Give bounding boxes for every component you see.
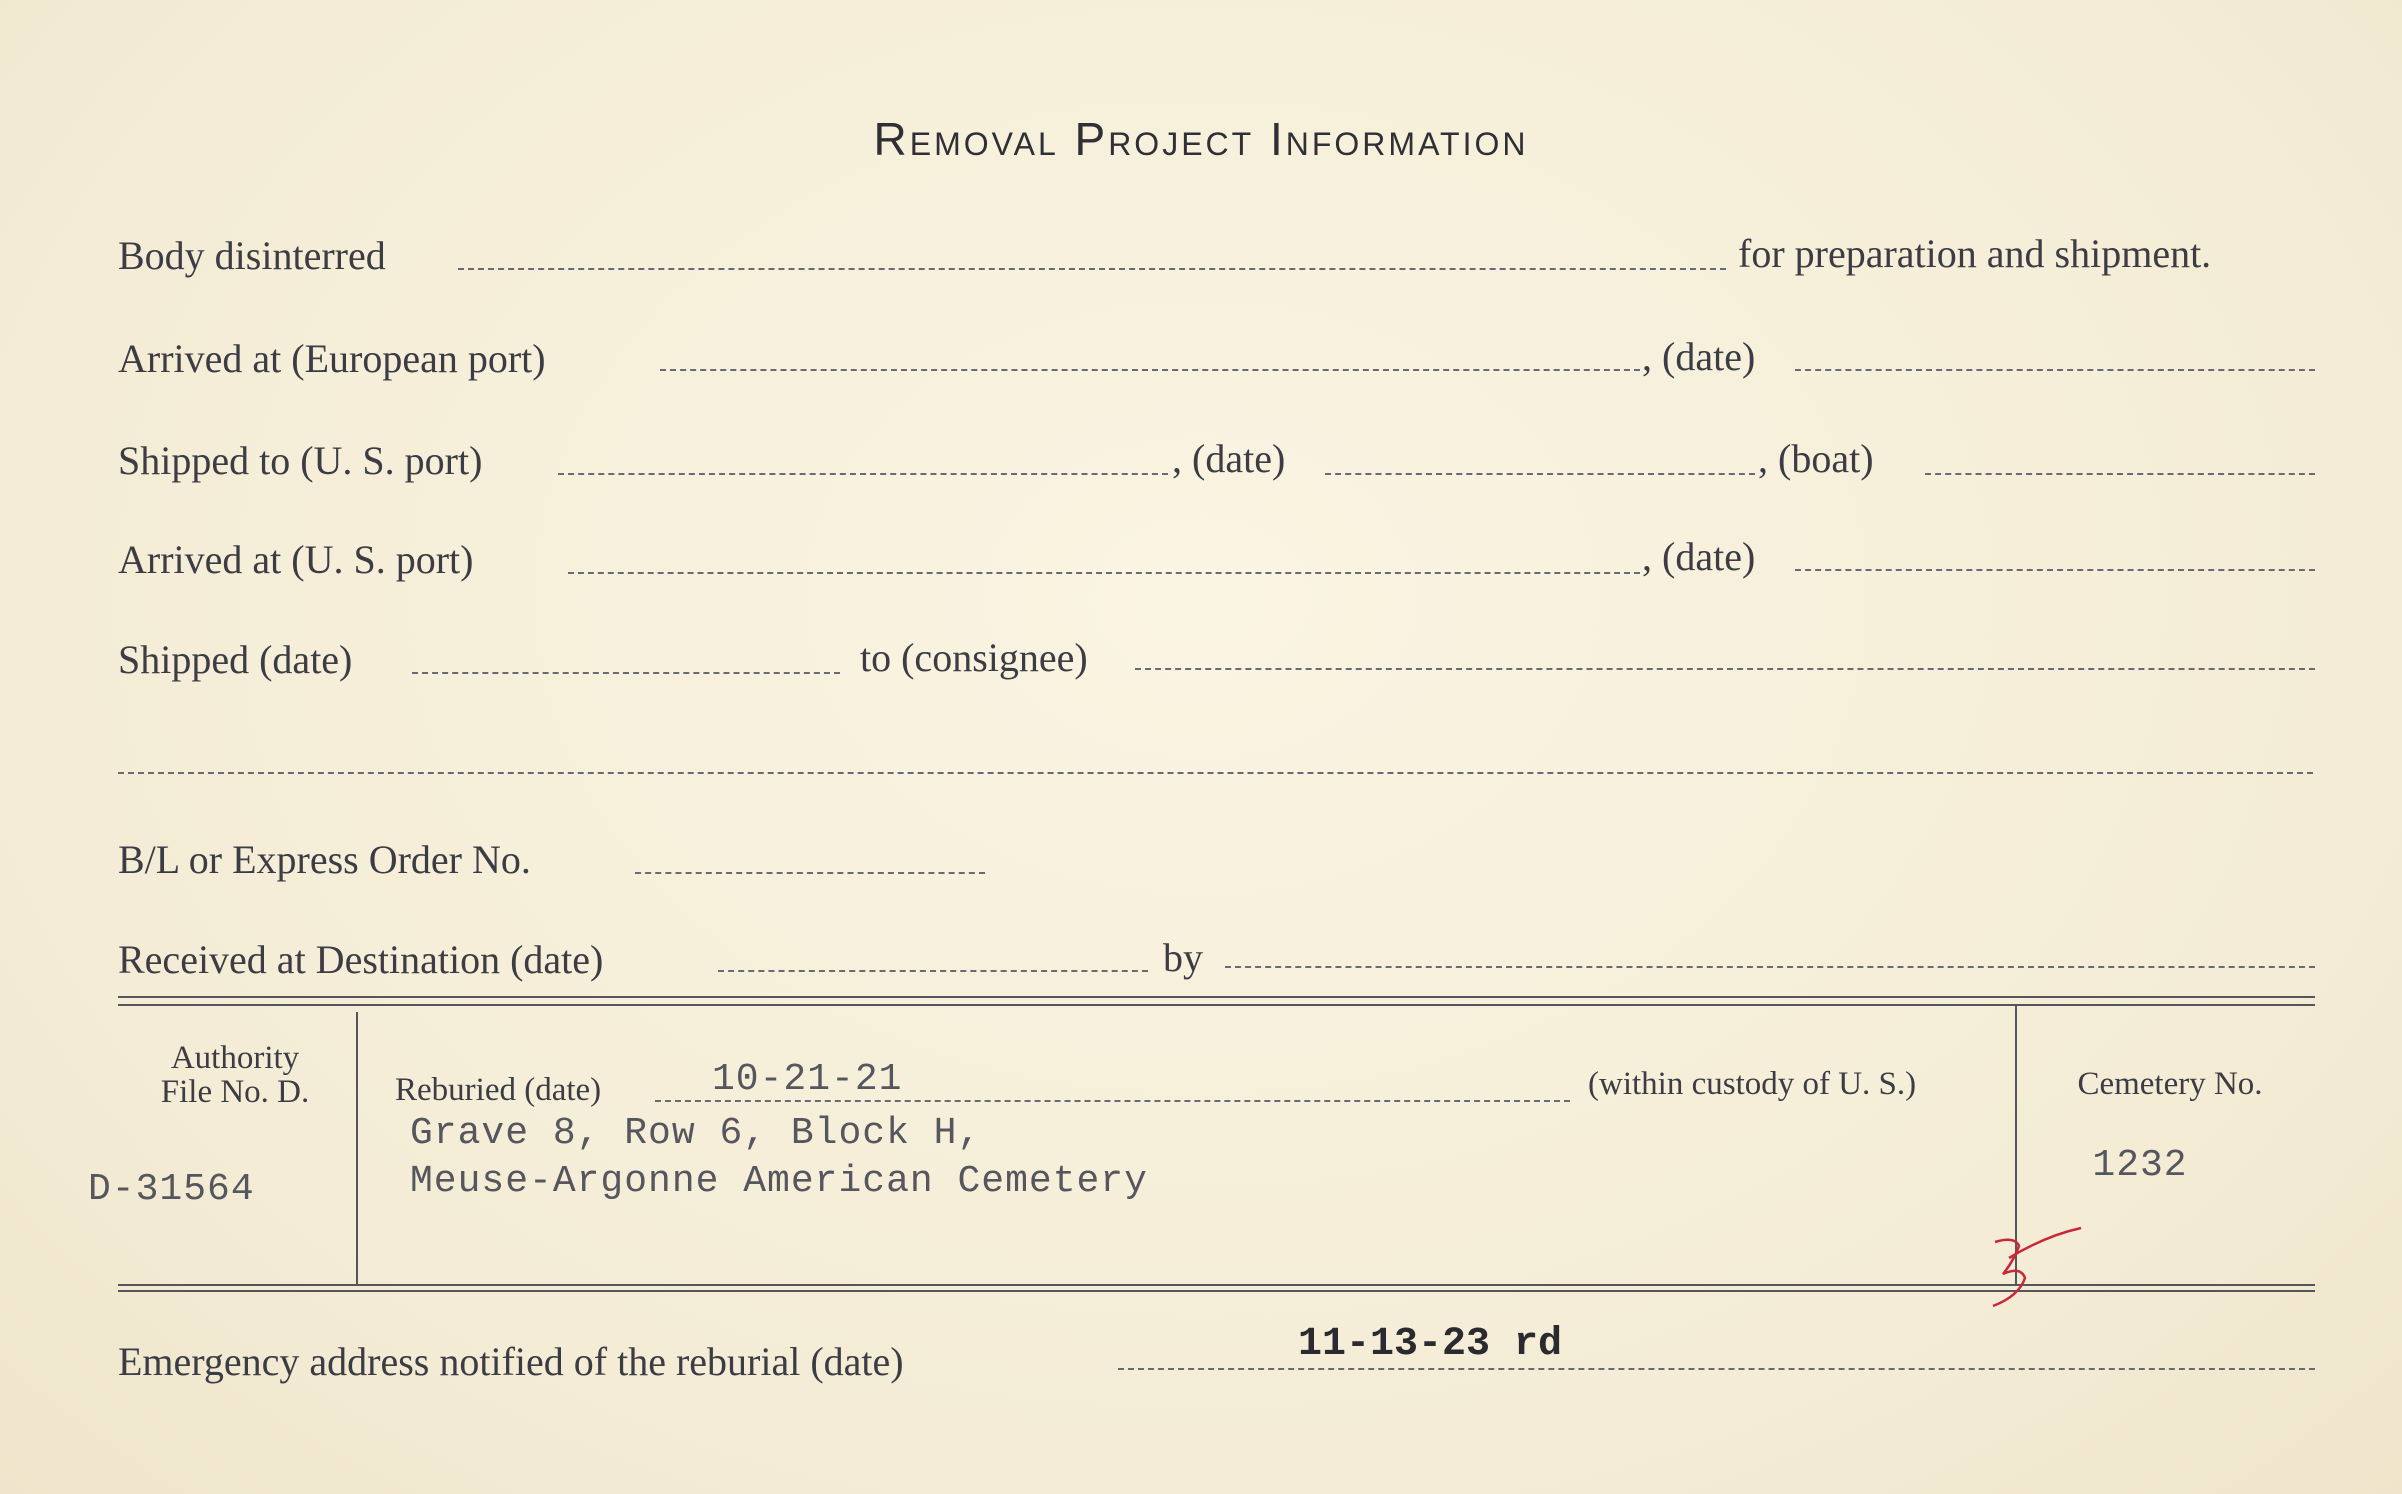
- bl-order-line: [635, 872, 985, 874]
- box-divider-left: [356, 1012, 358, 1284]
- emergency-date-value: 11-13-23 rd: [1298, 1322, 1563, 1367]
- received-destination-label: Received at Destination (date): [118, 937, 604, 982]
- by-label: by: [1163, 935, 1203, 980]
- shipped-to-us-label: Shipped to (U. S. port): [118, 438, 483, 483]
- date-line-1: [1795, 369, 2315, 371]
- consignee-continuation-line: [118, 772, 2313, 774]
- red-check-mark-icon: [1985, 1222, 2085, 1312]
- arrived-us-line: [568, 572, 1640, 574]
- box-top-rule-2: [118, 1004, 2315, 1006]
- file-number: D-31564: [88, 1168, 255, 1211]
- cemetery-name: Meuse-Argonne American Cemetery: [410, 1160, 1148, 1203]
- bl-order-label: B/L or Express Order No.: [118, 837, 531, 882]
- grave-location: Grave 8, Row 6, Block H,: [410, 1112, 982, 1155]
- cemetery-no-label: Cemetery No.: [2077, 1066, 2263, 1102]
- received-by-line: [1225, 966, 2315, 968]
- consignee-line: [1135, 668, 2315, 670]
- file-no-label: File No. D.: [160, 1074, 310, 1110]
- authority-label: Authority: [170, 1040, 300, 1076]
- date-label-3: , (date): [1642, 534, 1756, 579]
- date-line-2: [1325, 473, 1755, 475]
- body-disinterred-line: [458, 268, 1726, 270]
- custody-label: (within custody of U. S.): [1588, 1066, 1917, 1102]
- date-label-2: , (date): [1172, 436, 1286, 481]
- arrived-european-line: [660, 369, 1640, 371]
- emergency-date-line: [1118, 1368, 2315, 1370]
- received-date-line: [718, 970, 1148, 972]
- reburied-date-value: 10-21-21: [712, 1058, 903, 1101]
- card-title: Removal Project Information: [873, 113, 1529, 165]
- shipped-to-us-line: [558, 473, 1168, 475]
- box-top-rule-1: [118, 996, 2315, 998]
- boat-label: , (boat): [1758, 436, 1874, 481]
- cemetery-no-value: 1232: [2092, 1144, 2188, 1187]
- preparation-label: for preparation and shipment.: [1738, 231, 2212, 276]
- arrived-european-label: Arrived at (European port): [118, 336, 546, 381]
- date-label-1: , (date): [1642, 334, 1756, 379]
- reburied-date-label: Reburied (date): [395, 1072, 602, 1108]
- arrived-us-label: Arrived at (U. S. port): [118, 537, 474, 582]
- boat-line: [1925, 473, 2315, 475]
- shipped-date-label: Shipped (date): [118, 637, 353, 682]
- emergency-label: Emergency address notified of the reburial (date): [118, 1339, 904, 1384]
- shipped-date-line: [412, 672, 840, 674]
- date-line-3: [1795, 569, 2315, 571]
- consignee-label: to (consignee): [860, 635, 1088, 680]
- body-disinterred-label: Body disinterred: [118, 233, 386, 278]
